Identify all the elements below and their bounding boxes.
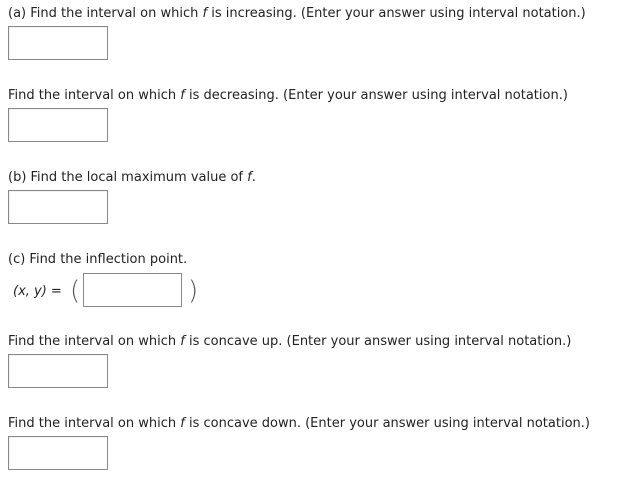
question-text-prefix: Find the interval on which — [8, 334, 181, 349]
question-text-prefix: (b) Find the local maximum value of — [8, 170, 248, 185]
question-text-suffix: . — [251, 170, 256, 185]
close-paren: ) — [188, 276, 199, 306]
question-b-local-max — [8, 170, 256, 186]
question-text-suffix: is concave up. (Enter your answer using interval notation.) — [184, 334, 572, 349]
coordinate-label — [13, 284, 62, 300]
question-c-inflection — [8, 252, 187, 268]
function-variable: f — [180, 416, 185, 431]
question-text-prefix: (a) Find the interval on which — [8, 6, 203, 21]
local-max-input[interactable] — [8, 190, 108, 224]
concave-up-interval-input[interactable] — [8, 354, 108, 388]
function-variable: f — [202, 6, 208, 21]
inflection-point-input[interactable] — [83, 273, 182, 307]
question-text-suffix: is decreasing. (Enter your answer using interval notation.) — [184, 88, 568, 103]
question-a-decreasing — [8, 88, 568, 104]
open-paren: ( — [70, 276, 81, 306]
question-a-increasing — [8, 6, 586, 22]
question-concave-up — [8, 334, 571, 350]
decreasing-interval-input[interactable] — [8, 108, 108, 142]
question-text-suffix: is increasing. (Enter your answer using interval notation.) — [207, 6, 586, 21]
concave-down-interval-input[interactable] — [8, 436, 108, 470]
function-variable: f — [180, 334, 185, 349]
question-text-prefix: Find the interval on which — [8, 88, 181, 103]
increasing-interval-input[interactable] — [8, 26, 108, 60]
question-text-suffix: is concave down. (Enter your answer using interval notation.) — [184, 416, 590, 431]
question-text: (c) Find the inflection point. — [8, 252, 188, 267]
coordinate-vars: (x, y) — [13, 284, 47, 299]
equals-sign: = — [46, 284, 62, 299]
question-text-prefix: Find the interval on which — [8, 416, 181, 431]
question-concave-down — [8, 416, 590, 432]
function-variable: f — [180, 88, 185, 103]
function-variable: f — [247, 170, 252, 185]
